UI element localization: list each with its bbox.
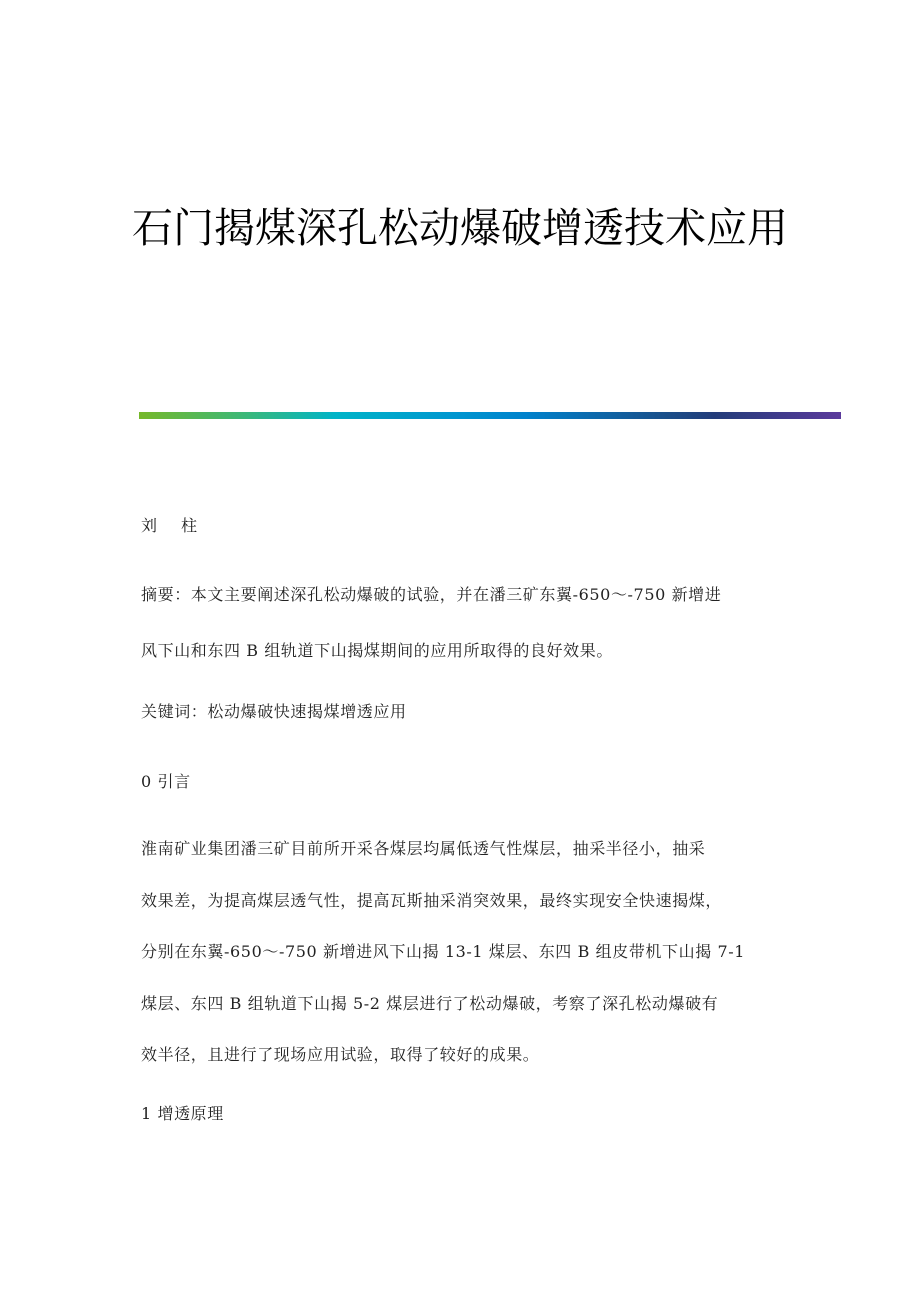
abstract-line: 风下山和东四 B 组轨道下山揭煤期间的应用所取得的良好效果。 bbox=[141, 641, 613, 660]
author-line bbox=[141, 507, 791, 545]
abstract-line: 摘要：本文主要阐述深孔松动爆破的试验，并在潘三矿东翼-650～-750 新增进 bbox=[141, 585, 722, 604]
document-title: 石门揭煤深孔松动爆破增透技术应用 bbox=[132, 204, 788, 252]
author-surname: 刘 bbox=[141, 516, 158, 535]
gradient-divider bbox=[139, 412, 841, 419]
paragraph-line: 煤层、东四 B 组轨道下山揭 5-2 煤层进行了松动爆破，考察了深孔松动爆破有 bbox=[141, 993, 719, 1013]
author-given-name: 柱 bbox=[181, 516, 198, 535]
keywords: 关键词：松动爆破快速揭煤增透应用 bbox=[141, 702, 407, 721]
paragraph-line: 效半径，且进行了现场应用试验，取得了较好的成果。 bbox=[141, 1045, 540, 1064]
paragraph-line: 效果差，为提高煤层透气性，提高瓦斯抽采消突效果，最终实现安全快速揭煤， bbox=[141, 890, 723, 910]
introduction-paragraph bbox=[141, 830, 791, 1088]
section-heading-principle: 1 增透原理 bbox=[141, 1104, 224, 1123]
paragraph-line: 淮南矿业集团潘三矿目前所开采各煤层均属低透气性煤层，抽采半径小，抽采 bbox=[141, 839, 706, 858]
abstract bbox=[141, 576, 791, 688]
section-heading-introduction: 0 引言 bbox=[141, 772, 191, 791]
paragraph-line: 分别在东翼-650～-750 新增进风下山揭 13-1 煤层、东四 B 组皮带机下山揭 7-1 bbox=[141, 942, 746, 961]
